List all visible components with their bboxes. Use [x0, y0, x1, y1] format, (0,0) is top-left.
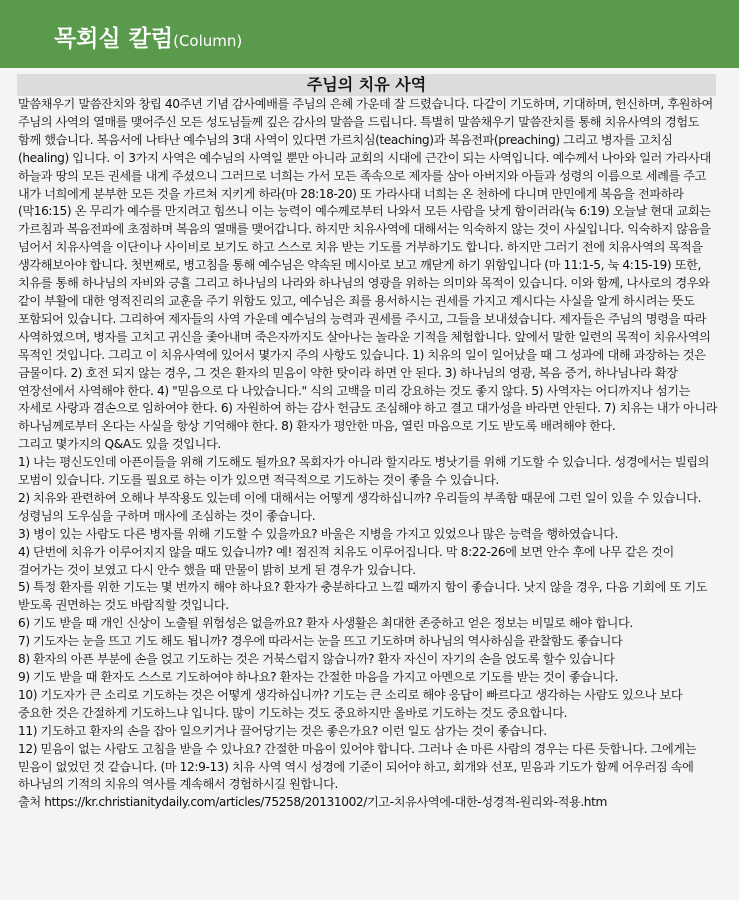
qa-item: 10) 기도자가 큰 소리로 기도하는 것은 어떻게 생각하십니까? 기도는 큰 소리로 해야 응답이 빠르다고 생각하는 사람도 있으나 보다 중요한 것은 간절하게 기도하느냐 입니다. 많이 기도하는 것도 중요하지만 올바로 기도하는 것도 중요합니다. [18, 687, 683, 720]
qa-item: 3) 병이 있는 사람도 다른 병자를 위해 기도할 수 있을까요? 바울은 지병을 가지고 있었으나 많은 능력을 행하였습니다. [18, 526, 618, 541]
qa-item: 2) 치유와 관련하여 오해나 부작용도 있는데 이에 대해서는 어떻게 생각하십니까? 우리들의 부족함 때문에 그런 일이 있을 수 있습니다. 성령님의 도우심을 구하며 매사에 조심하는 것이 좋습니다. [18, 490, 702, 523]
qa-intro: 그리고 몇가지의 Q&A도 있을 것입니다. [18, 437, 221, 452]
source-citation: 출처 https://kr.christianitydaily.com/articles/75258/20131002/기고-치유사역에-대한-성경적-원리와-적용.htm [18, 795, 607, 810]
article-intro-paragraph: 말씀채우기 말씀잔치와 창립 40주년 기념 감사예배를 주님의 은혜 가운데 잘 드렸습니다. 다같이 기도하며, 기대하며, 헌신하며, 후원하여 주님의 사역의 열매를 맺어주신 모든 성도님들께 깊은 감사의 말씀을 드립니다. 특별히 말씀채우기 말씀잔치를 통해 치유사역의 경험도 함께 했습니다. 복음서에 나타난 예수님의 3대 사역이 있다면 가르치심(teaching)과 복음전파(preaching) 그리고 병자를 고치심(healing) 입니다. 이 3가지 사역은 예수님의 사역일 뿐만 아니라 교회의 시대에 근간이 되는 사역입니다. 예수께서 나아와 일러 가라사대 하늘과 땅의 모든 권세를 내게 주셨으니 그러므로 너희는 가서 모든 족속으로 제자를 삼아 아버지와 아들과 성령의 이름으로 세례를 주고 내가 너희에게 분부한 모든 것을 가르쳐 지키게 하라(마 28:18-20) 또 가라사대 너희는 온 천하에 다니며 만민에게 복음을 전파하라(막16:15) 온 무리가 예수를 만지려고 힘쓰니 이는 능력이 예수께로부터 나와서 모든 사람을 낫게 함이러라(눅 6:19) 오늘날 현대 교회는 가르침과 복음전파에 초점하며 복음의 열매를 맺어갑니다. 하지만 치유사역에 대해서는 익숙하지 않는 것이 사실입니다. 익숙하지 않음을 넘어서 치유사역을 이단이나 사이비로 보기도 하고 스스로 치유 받는 기도를 거부하기도 합니다. 하지만 그러기 전에 치유사역의 목적을 생각해보아야 합니다. 첫번째로, 병고침을 통해 예수님은 약속된 메시아로 보고 깨닫게 하기 위함입니다 (마 11:1-5, 눅 4:15-19) 또한, 치유를 통해 하나님의 자비와 긍휼 그리고 하나님의 나라와 하나님의 영광을 위하는 의미와 목적이 있습니다. 이와 함께, 나사로의 경우와 같이 부활에 대한 영적진리의 교훈을 주기 위함도 있고, 예수님은 죄를 용서하시는 권세를 가지고 계시다는 사실을 알게 하시려는 뜻도 포함되어 있습니다. 그리하여 제자들의 사역 가운데 예수님의 능력과 권세를 주시고, 그들을 보내셨습니다. 제자들은 주님의 명령을 따라 사역하였으며, 병자를 고치고 귀신을 좇아내며 죽은자까지도 살아나는 놀라운 기적을 체험합니다. 앞에서 말한 일련의 목적이 치유사역의 목적인 것입니다. 그리고 이 치유사역에 있어서 몇가지 주의 사항도 있습니다. 1) 치유의 일이 일어났을 때 그 성과에 대해 과장하는 것은 금물이다. 2) 호전 되지 않는 경우, 그 것은 환자의 믿음이 약한 탓이라 하면 안 된다. 3) 하나님의 영광, 복음 증거, 하나님나라 확장 연장선에서 사역해야 한다. 4) "믿음으로 다 나았습니다." 식의 고백을 미리 강요하는 것도 좋지 않다. 5) 사역자는 어디까지나 섬기는 자세로 사랑과 겸손으로 임하여야 한다. 6) 자원하여 하는 감사 헌금도 조심해야 하고 결고 대가성을 바라면 안된다. 7) 치유는 내가 아니라 하나님께로부터 온다는 사실을 항상 기억해야 한다. 8) 환자가 평안한 마음, 열린 마음으로 기도 받도록 배려해야 한다. [18, 97, 718, 434]
column-header-bar [0, 0, 739, 68]
qa-item: 6) 기도 받을 때 개인 신상이 노출될 위험성은 없을까요? 환자 사생활은 최대한 존중하고 얻은 정보는 비밀로 해야 합니다. [18, 616, 633, 631]
column-header-subtitle: (Column) [173, 32, 243, 50]
article-title: 주님의 치유 사역 [17, 74, 716, 96]
qa-item: 1) 나는 평신도인데 아픈이들을 위해 기도해도 될까요? 목회자가 아니라 할지라도 병낫기를 위해 기도할 수 있습니다. 성경에서는 빌립의 모범이 있습니다. 기도를 필요로 하는 이가 있으면 적극적으로 기도하는 것이 좋을 수 있습니다. [18, 455, 709, 488]
column-header-title-main: 목회실 칼럼 [54, 26, 174, 52]
qa-item: 11) 기도하고 환자의 손을 잡아 일으키거나 끌어당기는 것은 좋은가요? 이런 일도 삼가는 것이 좋습니다. [18, 723, 547, 738]
qa-item: 8) 환자의 아픈 부분에 손을 얹고 기도하는 것은 거북스럽지 않습니까? 환자 자신이 자기의 손을 얹도록 할수 있습니다 [18, 652, 615, 667]
qa-item: 4) 단번에 치유가 이루어지지 않을 때도 있습니까? 예! 점진적 치유도 이루어집니다. 막 8:22-26에 보면 안수 후에 나무 같은 것이 걸어가는 것이 보였고 다시 안수 했을 때 만물이 밝히 보게 된 경우가 있습니다. [18, 544, 674, 577]
qa-item: 12) 믿음이 없는 사람도 고침을 받을 수 있나요? 간절한 마음이 있어야 합니다. 그러나 손 마른 사람의 경우는 다른 듯합니다. 그에게는 믿음이 없었던 것 같습니다. (마 12:9-13) 치유 사역 역시 성경에 기준이 되어야 하고, 회개와 선포, 믿음과 기도가 함께 어우러짐 속에 하나님의 기적의 치유의 역사를 계속해서 경험하시길 원합니다. [18, 741, 697, 792]
column-header-title [54, 20, 242, 53]
qa-item: 9) 기도 받을 때 환자도 스스로 기도하여야 하나요? 환자는 간절한 마음을 가지고 아멘으로 기도를 받는 것이 좋습니다. [18, 670, 618, 684]
qa-item: 7) 기도자는 눈을 뜨고 기도 해도 됩니까? 경우에 따라서는 눈을 뜨고 기도하며 하나님의 역사하심을 관찰함도 좋습니다 [18, 634, 623, 649]
article-body [18, 96, 718, 812]
qa-item: 5) 특정 환자를 위한 기도는 몇 번까지 해야 하나요? 환자가 충분하다고 느낄 때까지 함이 좋습니다. 낫지 않을 경우, 다음 기회에 또 기도 받도록 권면하는 것도 바람직할 것입니다. [18, 580, 708, 613]
